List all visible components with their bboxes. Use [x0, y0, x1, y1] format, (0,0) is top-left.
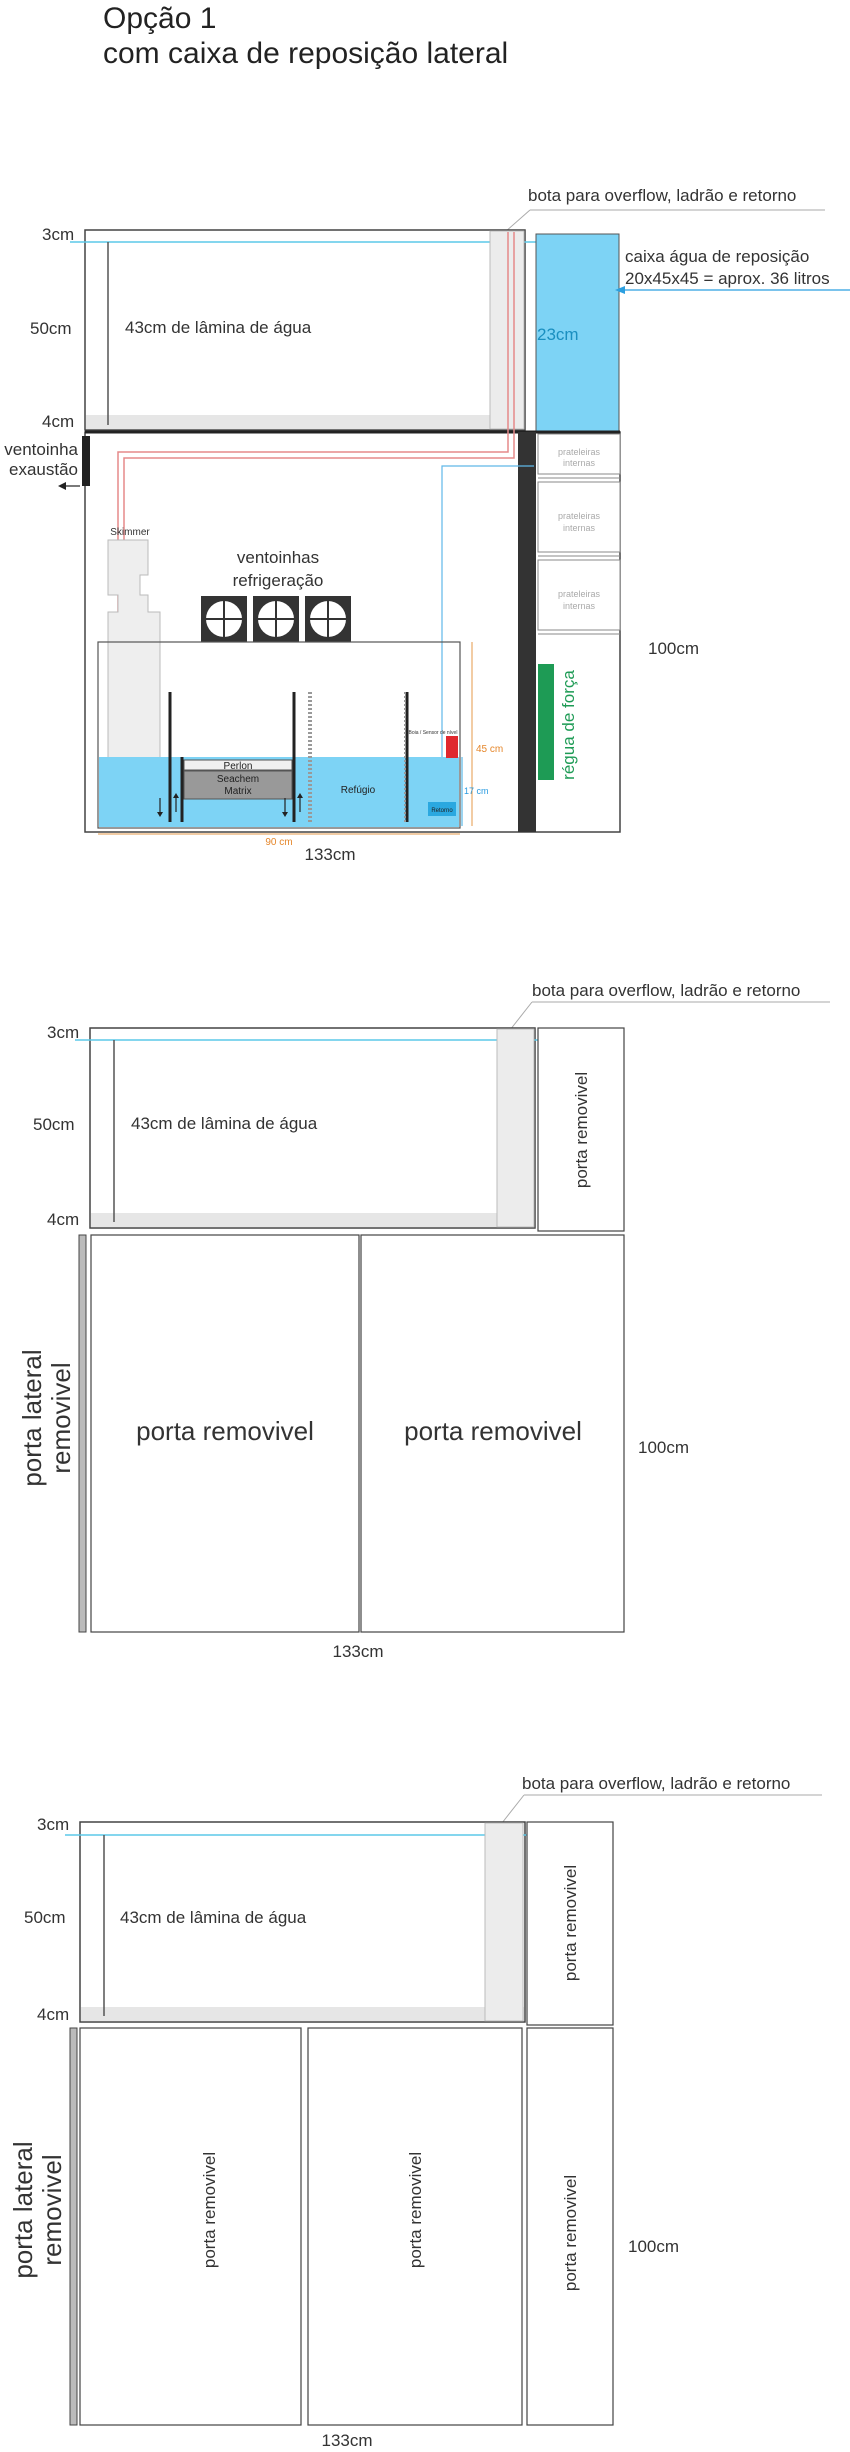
diagram-2 [17, 981, 830, 1661]
door-2-label: porta removivel [406, 2151, 425, 2269]
callout-leader [502, 1795, 524, 1823]
seachem-label-2: Matrix [224, 786, 252, 797]
door-right-label: porta removivel [404, 1416, 582, 1446]
dim-top-label: 3cm [47, 1023, 80, 1042]
dim-bot-label: 4cm [42, 412, 75, 431]
overflow-box [485, 1823, 523, 2021]
exhaust-fan-label-1: ventoinha [4, 440, 78, 459]
callout-label: bota para overflow, ladrão e retorno [528, 186, 797, 205]
seachem-label-1: Seachem [216, 774, 260, 785]
page-subtitle: com caixa de reposição lateral [103, 37, 509, 70]
divider-pillar [518, 432, 536, 832]
power-strip-label: régua de força [559, 670, 578, 780]
door-1-label: porta removivel [200, 2151, 219, 2269]
exhaust-fan [82, 436, 90, 486]
shelf-3-label-1: prateleiras [557, 589, 601, 599]
cooling-fan-3 [305, 596, 351, 642]
skimmer-label: Skimmer [110, 527, 150, 538]
sand-bed [91, 1213, 534, 1227]
shelf-3-label-2: internas [562, 601, 596, 611]
page-title: Opção 1 [103, 2, 217, 35]
callout-label: bota para overflow, ladrão e retorno [522, 1774, 791, 1793]
side-door-label-1: porta lateral [8, 2141, 38, 2279]
water-level-label: 43cm de lâmina de água [131, 1114, 318, 1133]
door-left-label: porta removivel [136, 1416, 314, 1446]
shelf-1-label-1: prateleiras [557, 447, 601, 457]
exhaust-fan-label-2: exaustão [9, 460, 78, 479]
dim-bot-label: 4cm [37, 2005, 70, 2024]
height-label: 100cm [648, 639, 700, 658]
door-3-label: porta removivel [561, 2174, 580, 2292]
dim-mid-label: 50cm [30, 319, 72, 338]
dim-bot-label: 4cm [47, 1210, 80, 1229]
dim-90-label: 90 cm [265, 837, 293, 848]
shelf-2-label-1: prateleiras [557, 511, 601, 521]
side-door-label-2: removivel [37, 2154, 67, 2266]
width-label: 133cm [332, 1642, 384, 1661]
callout-leader [505, 210, 530, 232]
width-label: 133cm [304, 845, 356, 864]
cooling-fan-2 [253, 596, 299, 642]
dim-mid-label: 50cm [24, 1908, 66, 1927]
side-door-label-2: removivel [46, 1362, 76, 1474]
side-door-strip [79, 1235, 86, 1632]
door-1 [80, 2028, 301, 2425]
power-strip [538, 664, 554, 780]
reservoir-label-2: 20x45x45 = aprox. 36 litros [625, 269, 830, 288]
level-sensor-label: Boia / Sensor de nível [408, 730, 458, 736]
shelf-2-label-2: internas [562, 523, 596, 533]
overflow-box [490, 231, 524, 429]
dim-17-label: 17 cm [464, 786, 489, 796]
refugio-label: Refúgio [340, 785, 376, 796]
water-level-label: 43cm de lâmina de água [125, 318, 312, 337]
sand-bed [81, 2007, 524, 2021]
side-door-strip [70, 2028, 77, 2425]
height-label: 100cm [628, 2237, 680, 2256]
overflow-box [497, 1029, 534, 1227]
callout-label: bota para overflow, ladrão e retorno [532, 981, 801, 1000]
cooling-fan-1 [201, 596, 247, 642]
diagram-3 [8, 1774, 822, 2450]
reservoir-label-1: caixa água de reposição [625, 247, 810, 266]
shelf-1-label-2: internas [562, 458, 596, 468]
side-door-label-1: porta lateral [17, 1349, 47, 1487]
door-upper-side-label: porta removivel [572, 1071, 591, 1189]
height-label: 100cm [638, 1438, 690, 1457]
door-upper-side-label: porta removivel [561, 1864, 580, 1982]
fans-label-2: refrigeração [232, 571, 324, 590]
dim-45-label: 45 cm [476, 744, 504, 755]
water-level-label: 43cm de lâmina de água [120, 1908, 307, 1927]
dim-top-label: 3cm [42, 225, 75, 244]
fans-label-1: ventoinhas [236, 548, 320, 567]
reservoir-depth-label: 23cm [537, 325, 579, 344]
level-sensor [446, 736, 458, 758]
diagram-1 [4, 186, 850, 864]
dim-top-label: 3cm [37, 1815, 70, 1834]
exhaust-arrow-head [58, 482, 66, 490]
sand-bed [86, 415, 524, 429]
perlon-label: Perlon [223, 761, 253, 772]
dim-mid-label: 50cm [33, 1115, 75, 1134]
return-pump-label: Retorno [431, 808, 453, 814]
width-label: 133cm [321, 2431, 373, 2450]
callout-leader [510, 1002, 532, 1030]
